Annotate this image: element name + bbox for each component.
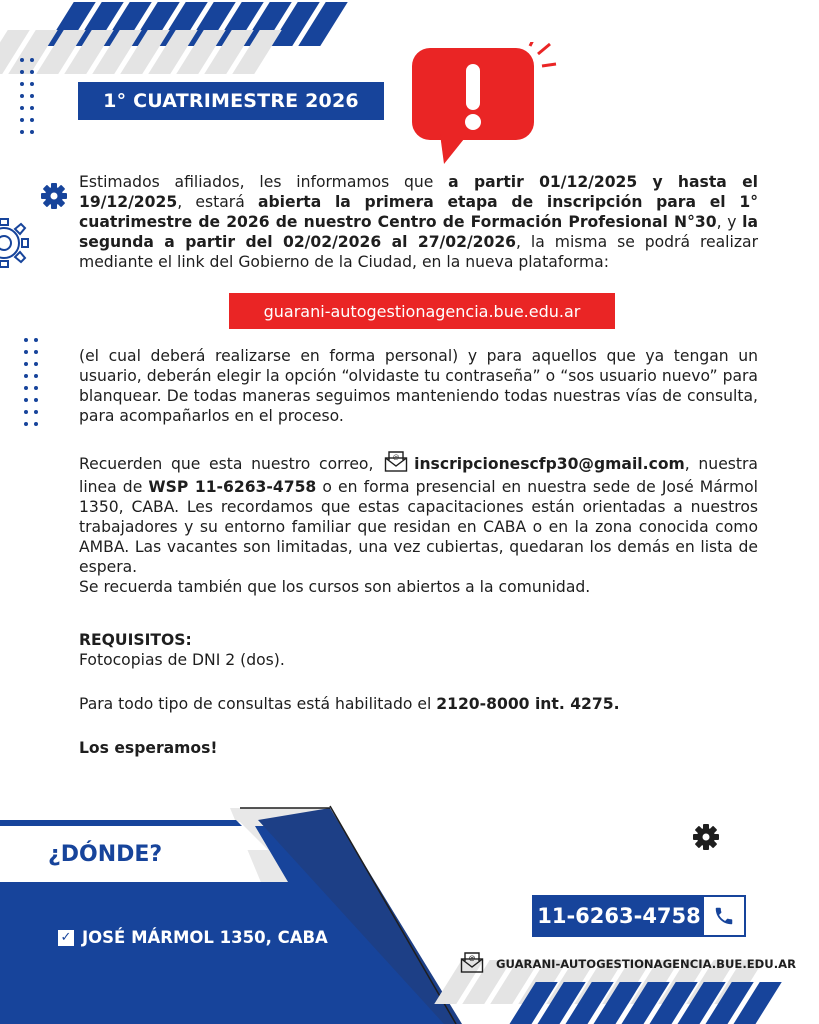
- registration-link-label: guarani-autogestionagencia.bue.edu.ar: [263, 301, 581, 321]
- gear-icon: [692, 823, 720, 855]
- phone-number: 11-6263-4758: [534, 897, 704, 935]
- svg-text:@: @: [392, 453, 400, 461]
- closing-line: [79, 738, 758, 758]
- page-title: [78, 82, 384, 120]
- intro-second-stage: la segunda a partir del 02/02/2026 al 27/02/2026: [79, 213, 758, 251]
- intro-paragraph: [79, 172, 758, 272]
- where-label: ¿DÓNDE?: [48, 842, 163, 867]
- dot-grid-decoration: [20, 58, 34, 134]
- intro-text: , estará: [177, 193, 258, 211]
- address-text: JOSÉ MÁRMOL 1350, CABA: [82, 928, 328, 947]
- gear-icon: [40, 182, 68, 214]
- check-icon: ✓: [58, 930, 74, 946]
- email-icon: [384, 450, 408, 477]
- contact-text: , nuestra linea de: [79, 455, 758, 496]
- footer-link[interactable]: [458, 951, 796, 976]
- consult-line: [79, 694, 758, 714]
- intro-date-range-first: a partir 01/12/2025 y hasta el 19/12/2025: [79, 173, 758, 211]
- intro-text: , y: [716, 213, 743, 231]
- phone-icon: [704, 897, 744, 935]
- address: [58, 928, 328, 947]
- intro-text: Estimados afiliados, les informamos que: [79, 173, 449, 191]
- alert-icon: [410, 42, 560, 171]
- page-title-text: 1° CUATRIMESTRE 2026: [103, 90, 359, 112]
- requirements-section: [79, 630, 758, 670]
- contact-text: o en forma presencial en nuestra sede de José Mármol 1350, CABA. Les recordamos que estas capacitaciones están orientadas a nuestros trabajadores y su entorno familiar que residan en CABA o en la zona conocida como AMBA. Las vacantes son limitadas, una vez cubiertas, quedaran los demás en lista de espera.: [79, 478, 759, 576]
- phone-box[interactable]: [532, 895, 746, 937]
- requirements-item: Fotocopias de DNI 2 (dos).: [79, 651, 285, 669]
- email-icon: [460, 951, 484, 976]
- community-note: Se recuerda también que los cursos son abiertos a la comunidad.: [79, 578, 591, 596]
- gear-outline-icon: [0, 214, 30, 276]
- consult-phone-number: 2120-8000 int. 4275.: [436, 695, 620, 713]
- contact-paragraph: [79, 450, 758, 597]
- requirements-title: REQUISITOS:: [79, 631, 192, 649]
- contact-email[interactable]: inscripcionescfp30@gmail.com: [414, 455, 685, 473]
- contact-whatsapp: WSP 11-6263-4758: [148, 478, 317, 496]
- closing-text: Los esperamos!: [79, 739, 218, 757]
- contact-text: Recuerden que esta nuestro correo,: [79, 455, 383, 473]
- instructions-text: (el cual deberá realizarse en forma personal) y para aquellos que ya tengan un usuario, deberán elegir la opción “olvidaste tu contraseña” o “sos usuario nuevo” para blanquear. De todas maneras seguimos manteniendo todas nuestras vías de consulta, para acompañarlos en el proceso.: [79, 347, 758, 425]
- intro-text: , la misma se podrá realizar mediante el link del Gobierno de la Ciudad, en la nueva plataforma:: [79, 233, 758, 271]
- footer-link-text: GUARANI-AUTOGESTIONAGENCIA.BUE.EDU.AR: [496, 956, 796, 971]
- registration-link[interactable]: [229, 293, 615, 329]
- top-grey-chevron-decoration: [0, 30, 274, 74]
- svg-text:@: @: [468, 954, 476, 962]
- consult-text: Para todo tipo de consultas está habilitado el: [79, 695, 437, 713]
- instructions-paragraph: [79, 346, 758, 426]
- dot-grid-decoration: [24, 338, 38, 426]
- bottom-chevron-decoration: [522, 982, 774, 1024]
- intro-first-stage: abierta la primera etapa de inscripción para el 1° cuatrimestre de 2026 de nuestro Centro de Formación Profesional N°30: [79, 193, 758, 231]
